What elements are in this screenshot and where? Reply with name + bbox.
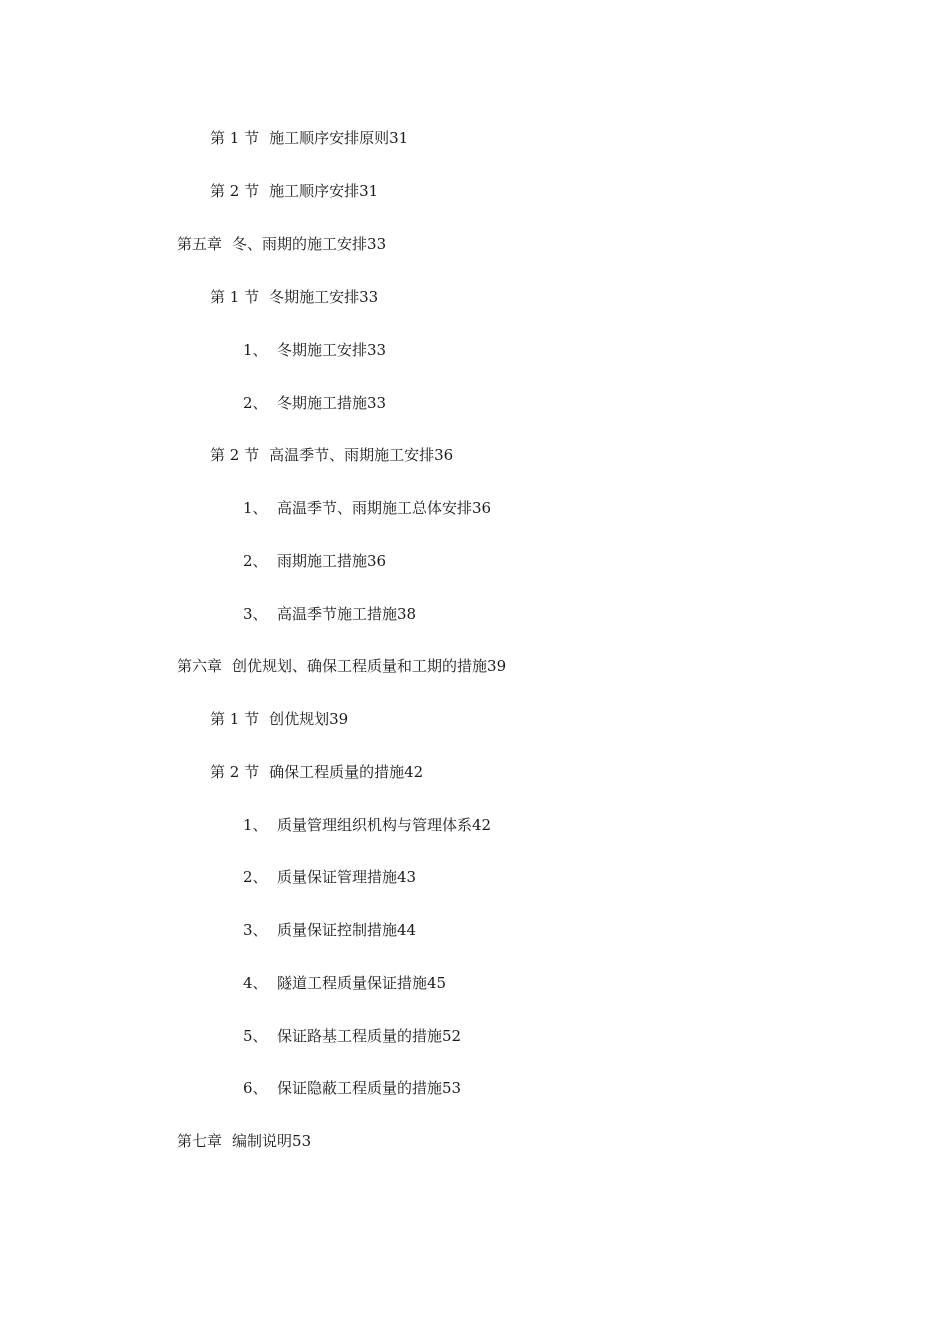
toc-entry-number: 第 2 节 [210,763,260,781]
toc-subentry-title: 质量保证管理措施 [277,868,398,886]
toc-subentry-title: 保证隐蔽工程质量的措施 [277,1079,443,1097]
toc-subentry-page: 44 [397,921,417,939]
toc-chapter-page: 53 [292,1132,312,1150]
toc-subentry[interactable] [243,393,386,413]
toc-entry-title: 创优规划 [269,710,330,728]
toc-chapter-number: 第六章 [177,657,223,675]
toc-subentry[interactable] [243,867,416,887]
toc-subentry-number: 5、 [243,1027,268,1045]
toc-entry[interactable] [210,128,408,148]
toc-entry[interactable] [210,445,453,465]
toc-subentry-number: 3、 [243,605,268,623]
toc-subentry-title: 质量保证控制措施 [277,921,398,939]
toc-entry-number: 第 1 节 [210,129,260,147]
toc-chapter-title: 创优规划、确保工程质量和工期的措施 [232,657,488,675]
toc-subentry[interactable] [243,498,491,518]
toc-entry-number: 第 2 节 [210,446,260,464]
toc-entry-title: 确保工程质量的措施 [269,763,405,781]
toc-subentry-title: 冬期施工安排 [277,341,368,359]
toc-subentry[interactable] [243,815,491,835]
toc-subentry-number: 3、 [243,921,268,939]
toc-subentry[interactable] [243,1026,461,1046]
toc-entry-number: 第 1 节 [210,710,260,728]
toc-subentry-number: 2、 [243,868,268,886]
toc-chapter-number: 第五章 [177,235,223,253]
toc-subentry[interactable] [243,551,386,571]
toc-subentry-title: 隧道工程质量保证措施 [277,974,428,992]
toc-subentry-number: 1、 [243,341,268,359]
toc-chapter-page: 39 [487,657,507,675]
toc-entry-number: 第 1 节 [210,288,260,306]
toc-subentry-page: 33 [367,341,387,359]
toc-chapter[interactable] [177,234,386,254]
toc-entry-page: 36 [434,446,454,464]
toc-subentry-page: 36 [472,499,492,517]
toc-subentry-page: 45 [427,974,447,992]
toc-subentry[interactable] [243,973,446,993]
toc-subentry-page: 53 [442,1079,462,1097]
toc-entry[interactable] [210,762,423,782]
toc-entry[interactable] [210,709,348,729]
toc-chapter[interactable] [177,656,506,676]
toc-subentry-number: 4、 [243,974,268,992]
toc-entry[interactable] [210,287,378,307]
toc-subentry-page: 42 [472,816,492,834]
toc-subentry-number: 1、 [243,499,268,517]
toc-subentry-page: 38 [397,605,417,623]
toc-chapter-title: 编制说明 [232,1132,293,1150]
toc-entry-title: 冬期施工安排 [269,288,360,306]
toc-subentry-title: 高温季节、雨期施工总体安排 [277,499,473,517]
toc-subentry[interactable] [243,340,386,360]
toc-chapter-page: 33 [367,235,387,253]
toc-entry-page: 31 [389,129,409,147]
toc-entry-page: 31 [359,182,379,200]
toc-subentry-title: 雨期施工措施 [277,552,368,570]
toc-entry[interactable] [210,181,378,201]
toc-entry-title: 高温季节、雨期施工安排 [269,446,435,464]
toc-subentry[interactable] [243,920,416,940]
toc-chapter-title: 冬、雨期的施工安排 [232,235,368,253]
toc-subentry-number: 1、 [243,816,268,834]
toc-subentry-page: 43 [397,868,417,886]
toc-subentry-page: 36 [367,552,387,570]
toc-entry-title: 施工顺序安排原则 [269,129,390,147]
toc-subentry-title: 质量管理组织机构与管理体系 [277,816,473,834]
toc-entry-number: 第 2 节 [210,182,260,200]
toc-subentry-page: 33 [367,394,387,412]
toc-chapter[interactable] [177,1131,311,1151]
toc-subentry-title: 冬期施工措施 [277,394,368,412]
toc-subentry-title: 保证路基工程质量的措施 [277,1027,443,1045]
toc-subentry-number: 2、 [243,394,268,412]
toc-subentry[interactable] [243,604,416,624]
toc-chapter-number: 第七章 [177,1132,223,1150]
toc-subentry[interactable] [243,1078,461,1098]
toc-subentry-title: 高温季节施工措施 [277,605,398,623]
toc-entry-page: 33 [359,288,379,306]
toc-subentry-number: 6、 [243,1079,268,1097]
toc-entry-page: 42 [404,763,424,781]
toc-entry-title: 施工顺序安排 [269,182,360,200]
toc-entry-page: 39 [329,710,349,728]
toc-subentry-number: 2、 [243,552,268,570]
toc-subentry-page: 52 [442,1027,462,1045]
